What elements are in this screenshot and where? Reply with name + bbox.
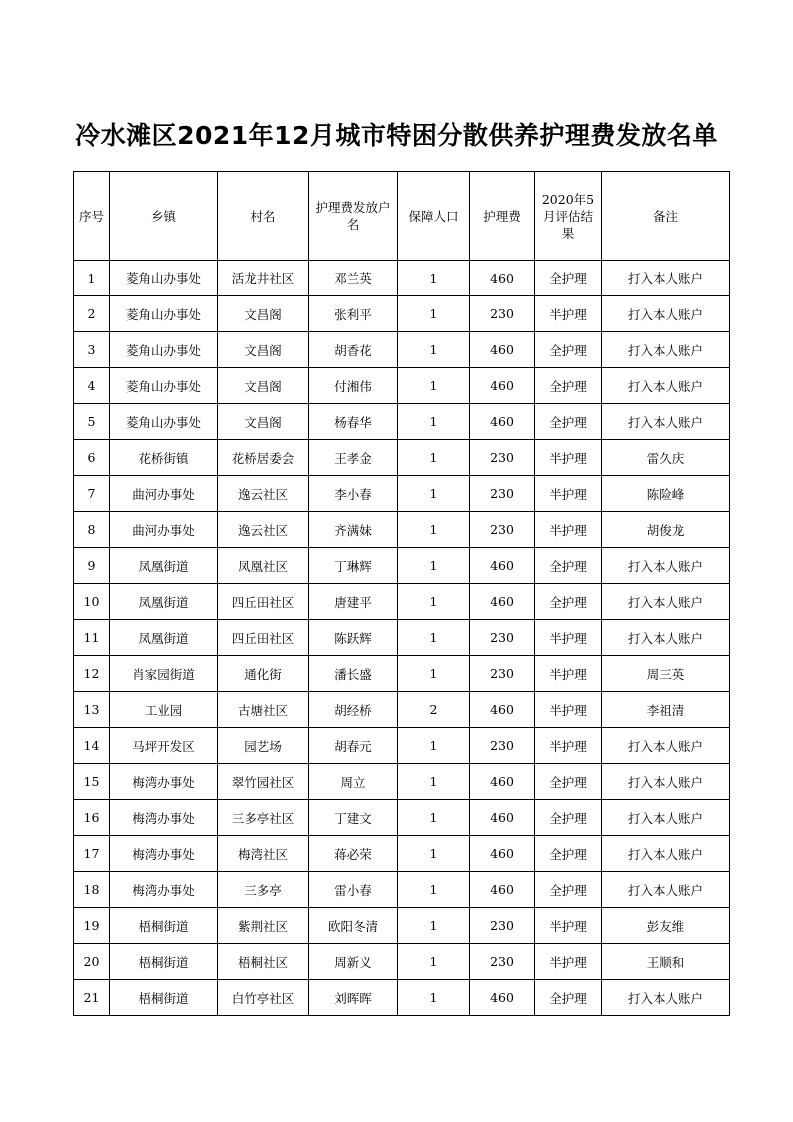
cell-assessment: 半护理 [535, 656, 602, 692]
cell-fee: 230 [470, 656, 535, 692]
header-payee: 护理费发放户名 [309, 172, 398, 261]
cell-village: 活龙井社区 [218, 261, 309, 296]
cell-village: 逸云社区 [218, 512, 309, 548]
cell-assessment: 半护理 [535, 908, 602, 944]
cell-seq: 14 [74, 728, 110, 764]
cell-village: 翠竹园社区 [218, 764, 309, 800]
table-row [74, 980, 730, 1016]
cell-village: 花桥居委会 [218, 440, 309, 476]
header-fee: 护理费 [470, 172, 535, 261]
cell-assessment: 全护理 [535, 872, 602, 908]
cell-village: 文昌阁 [218, 404, 309, 440]
cell-remarks: 打入本人账户 [602, 872, 730, 908]
cell-fee: 230 [470, 908, 535, 944]
cell-fee: 230 [470, 944, 535, 980]
cell-township: 梅湾办事处 [110, 764, 218, 800]
cell-assessment: 半护理 [535, 692, 602, 728]
cell-fee: 460 [470, 548, 535, 584]
cell-seq: 16 [74, 800, 110, 836]
cell-seq: 3 [74, 332, 110, 368]
cell-population: 1 [398, 800, 470, 836]
table-row [74, 368, 730, 404]
cell-village: 通化街 [218, 656, 309, 692]
cell-remarks: 打入本人账户 [602, 836, 730, 872]
cell-village: 四丘田社区 [218, 620, 309, 656]
header-township: 乡镇 [110, 172, 218, 261]
cell-population: 1 [398, 620, 470, 656]
cell-population: 1 [398, 728, 470, 764]
cell-township: 梅湾办事处 [110, 836, 218, 872]
cell-population: 1 [398, 368, 470, 404]
cell-remarks: 李祖清 [602, 692, 730, 728]
cell-seq: 5 [74, 404, 110, 440]
cell-assessment: 半护理 [535, 440, 602, 476]
cell-payee: 陈跃辉 [309, 620, 398, 656]
cell-remarks: 彭友维 [602, 908, 730, 944]
cell-assessment: 全护理 [535, 368, 602, 404]
cell-assessment: 半护理 [535, 296, 602, 332]
cell-assessment: 全护理 [535, 548, 602, 584]
cell-seq: 19 [74, 908, 110, 944]
cell-township: 凤凰街道 [110, 584, 218, 620]
cell-township: 菱角山办事处 [110, 404, 218, 440]
cell-remarks: 打入本人账户 [602, 296, 730, 332]
cell-payee: 王孝金 [309, 440, 398, 476]
header-remarks: 备注 [602, 172, 730, 261]
cell-village: 白竹亭社区 [218, 980, 309, 1016]
cell-township: 花桥街镇 [110, 440, 218, 476]
cell-township: 菱角山办事处 [110, 296, 218, 332]
table-row [74, 944, 730, 980]
cell-remarks: 打入本人账户 [602, 764, 730, 800]
cell-payee: 丁建文 [309, 800, 398, 836]
cell-township: 凤凰街道 [110, 620, 218, 656]
cell-fee: 460 [470, 584, 535, 620]
cell-remarks: 打入本人账户 [602, 404, 730, 440]
cell-population: 1 [398, 404, 470, 440]
cell-seq: 21 [74, 980, 110, 1016]
table-row [74, 728, 730, 764]
cell-payee: 唐建平 [309, 584, 398, 620]
cell-seq: 18 [74, 872, 110, 908]
cell-fee: 460 [470, 368, 535, 404]
cell-assessment: 半护理 [535, 476, 602, 512]
cell-seq: 9 [74, 548, 110, 584]
cell-fee: 460 [470, 692, 535, 728]
cell-remarks: 打入本人账户 [602, 368, 730, 404]
table-row [74, 836, 730, 872]
cell-payee: 刘晖晖 [309, 980, 398, 1016]
table-row [74, 872, 730, 908]
cell-payee: 雷小春 [309, 872, 398, 908]
cell-seq: 20 [74, 944, 110, 980]
cell-village: 凤凰社区 [218, 548, 309, 584]
table-row [74, 512, 730, 548]
table-row [74, 440, 730, 476]
cell-seq: 10 [74, 584, 110, 620]
cell-township: 梧桐街道 [110, 980, 218, 1016]
cell-village: 文昌阁 [218, 332, 309, 368]
cell-payee: 胡经桥 [309, 692, 398, 728]
header-population: 保障人口 [398, 172, 470, 261]
cell-fee: 460 [470, 261, 535, 296]
cell-payee: 周新义 [309, 944, 398, 980]
cell-village: 梅湾社区 [218, 836, 309, 872]
cell-township: 菱角山办事处 [110, 332, 218, 368]
header-seq: 序号 [74, 172, 110, 261]
cell-village: 三多亭社区 [218, 800, 309, 836]
cell-remarks: 周三英 [602, 656, 730, 692]
cell-remarks: 雷久庆 [602, 440, 730, 476]
cell-remarks: 打入本人账户 [602, 584, 730, 620]
cell-payee: 邓兰英 [309, 261, 398, 296]
cell-fee: 230 [470, 728, 535, 764]
cell-remarks: 打入本人账户 [602, 980, 730, 1016]
cell-population: 1 [398, 512, 470, 548]
cell-fee: 460 [470, 764, 535, 800]
cell-payee: 齐满妹 [309, 512, 398, 548]
cell-remarks: 打入本人账户 [602, 332, 730, 368]
table-row [74, 584, 730, 620]
table-row [74, 332, 730, 368]
cell-assessment: 半护理 [535, 512, 602, 548]
table-row [74, 261, 730, 296]
cell-payee: 潘长盛 [309, 656, 398, 692]
cell-township: 梅湾办事处 [110, 872, 218, 908]
table-row [74, 296, 730, 332]
cell-remarks: 打入本人账户 [602, 728, 730, 764]
cell-seq: 8 [74, 512, 110, 548]
cell-village: 古塘社区 [218, 692, 309, 728]
table-row [74, 692, 730, 728]
cell-payee: 付湘伟 [309, 368, 398, 404]
table-row [74, 800, 730, 836]
cell-assessment: 全护理 [535, 404, 602, 440]
cell-payee: 欧阳冬清 [309, 908, 398, 944]
cell-assessment: 全护理 [535, 980, 602, 1016]
cell-remarks: 胡俊龙 [602, 512, 730, 548]
cell-population: 1 [398, 872, 470, 908]
table-header-row [74, 172, 730, 261]
cell-fee: 460 [470, 872, 535, 908]
cell-village: 紫荆社区 [218, 908, 309, 944]
cell-fee: 460 [470, 836, 535, 872]
cell-remarks: 打入本人账户 [602, 548, 730, 584]
table-row [74, 908, 730, 944]
cell-fee: 230 [470, 620, 535, 656]
cell-seq: 1 [74, 261, 110, 296]
cell-township: 曲河办事处 [110, 476, 218, 512]
cell-population: 1 [398, 332, 470, 368]
cell-seq: 13 [74, 692, 110, 728]
cell-fee: 230 [470, 512, 535, 548]
cell-assessment: 半护理 [535, 620, 602, 656]
cell-assessment: 全护理 [535, 261, 602, 296]
header-assessment: 2020年5月评估结果 [535, 172, 602, 261]
header-village: 村名 [218, 172, 309, 261]
cell-seq: 15 [74, 764, 110, 800]
cell-seq: 12 [74, 656, 110, 692]
cell-township: 工业园 [110, 692, 218, 728]
cell-village: 三多亭 [218, 872, 309, 908]
cell-assessment: 全护理 [535, 332, 602, 368]
cell-village: 文昌阁 [218, 368, 309, 404]
cell-population: 1 [398, 476, 470, 512]
cell-township: 凤凰街道 [110, 548, 218, 584]
cell-seq: 4 [74, 368, 110, 404]
cell-remarks: 打入本人账户 [602, 620, 730, 656]
cell-village: 逸云社区 [218, 476, 309, 512]
cell-population: 1 [398, 548, 470, 584]
cell-fee: 460 [470, 800, 535, 836]
cell-assessment: 全护理 [535, 584, 602, 620]
page-title: 冷水滩区2021年12月城市特困分散供养护理费发放名单 [75, 121, 718, 150]
table-body [74, 261, 730, 1016]
cell-payee: 胡春元 [309, 728, 398, 764]
cell-remarks: 王顺和 [602, 944, 730, 980]
cell-payee: 李小春 [309, 476, 398, 512]
cell-remarks: 陈险峰 [602, 476, 730, 512]
cell-seq: 6 [74, 440, 110, 476]
cell-township: 梧桐街道 [110, 944, 218, 980]
cell-population: 1 [398, 440, 470, 476]
cell-township: 梧桐街道 [110, 908, 218, 944]
cell-village: 四丘田社区 [218, 584, 309, 620]
cell-township: 马坪开发区 [110, 728, 218, 764]
cell-payee: 张利平 [309, 296, 398, 332]
cell-village: 园艺场 [218, 728, 309, 764]
cell-population: 1 [398, 944, 470, 980]
cell-fee: 230 [470, 476, 535, 512]
cell-township: 梅湾办事处 [110, 800, 218, 836]
table-row [74, 476, 730, 512]
cell-population: 1 [398, 836, 470, 872]
cell-population: 1 [398, 261, 470, 296]
cell-fee: 230 [470, 296, 535, 332]
cell-fee: 460 [470, 332, 535, 368]
cell-population: 1 [398, 980, 470, 1016]
cell-payee: 蒋必荣 [309, 836, 398, 872]
cell-assessment: 半护理 [535, 728, 602, 764]
cell-population: 1 [398, 656, 470, 692]
cell-population: 1 [398, 296, 470, 332]
cell-seq: 17 [74, 836, 110, 872]
cell-payee: 杨春华 [309, 404, 398, 440]
cell-population: 1 [398, 764, 470, 800]
cell-assessment: 半护理 [535, 944, 602, 980]
cell-township: 曲河办事处 [110, 512, 218, 548]
cell-township: 菱角山办事处 [110, 368, 218, 404]
cell-fee: 230 [470, 440, 535, 476]
table-row [74, 548, 730, 584]
roster-table [73, 171, 730, 1016]
cell-remarks: 打入本人账户 [602, 800, 730, 836]
cell-township: 菱角山办事处 [110, 261, 218, 296]
cell-payee: 胡香花 [309, 332, 398, 368]
cell-population: 2 [398, 692, 470, 728]
cell-village: 文昌阁 [218, 296, 309, 332]
cell-seq: 2 [74, 296, 110, 332]
cell-population: 1 [398, 584, 470, 620]
cell-assessment: 全护理 [535, 764, 602, 800]
cell-assessment: 全护理 [535, 836, 602, 872]
cell-seq: 7 [74, 476, 110, 512]
cell-remarks: 打入本人账户 [602, 261, 730, 296]
cell-assessment: 全护理 [535, 800, 602, 836]
cell-payee: 丁琳辉 [309, 548, 398, 584]
cell-township: 肖家园街道 [110, 656, 218, 692]
table-row [74, 656, 730, 692]
cell-payee: 周立 [309, 764, 398, 800]
cell-village: 梧桐社区 [218, 944, 309, 980]
cell-fee: 460 [470, 980, 535, 1016]
table-row [74, 764, 730, 800]
cell-population: 1 [398, 908, 470, 944]
cell-seq: 11 [74, 620, 110, 656]
table-row [74, 404, 730, 440]
cell-fee: 460 [470, 404, 535, 440]
table-row [74, 620, 730, 656]
